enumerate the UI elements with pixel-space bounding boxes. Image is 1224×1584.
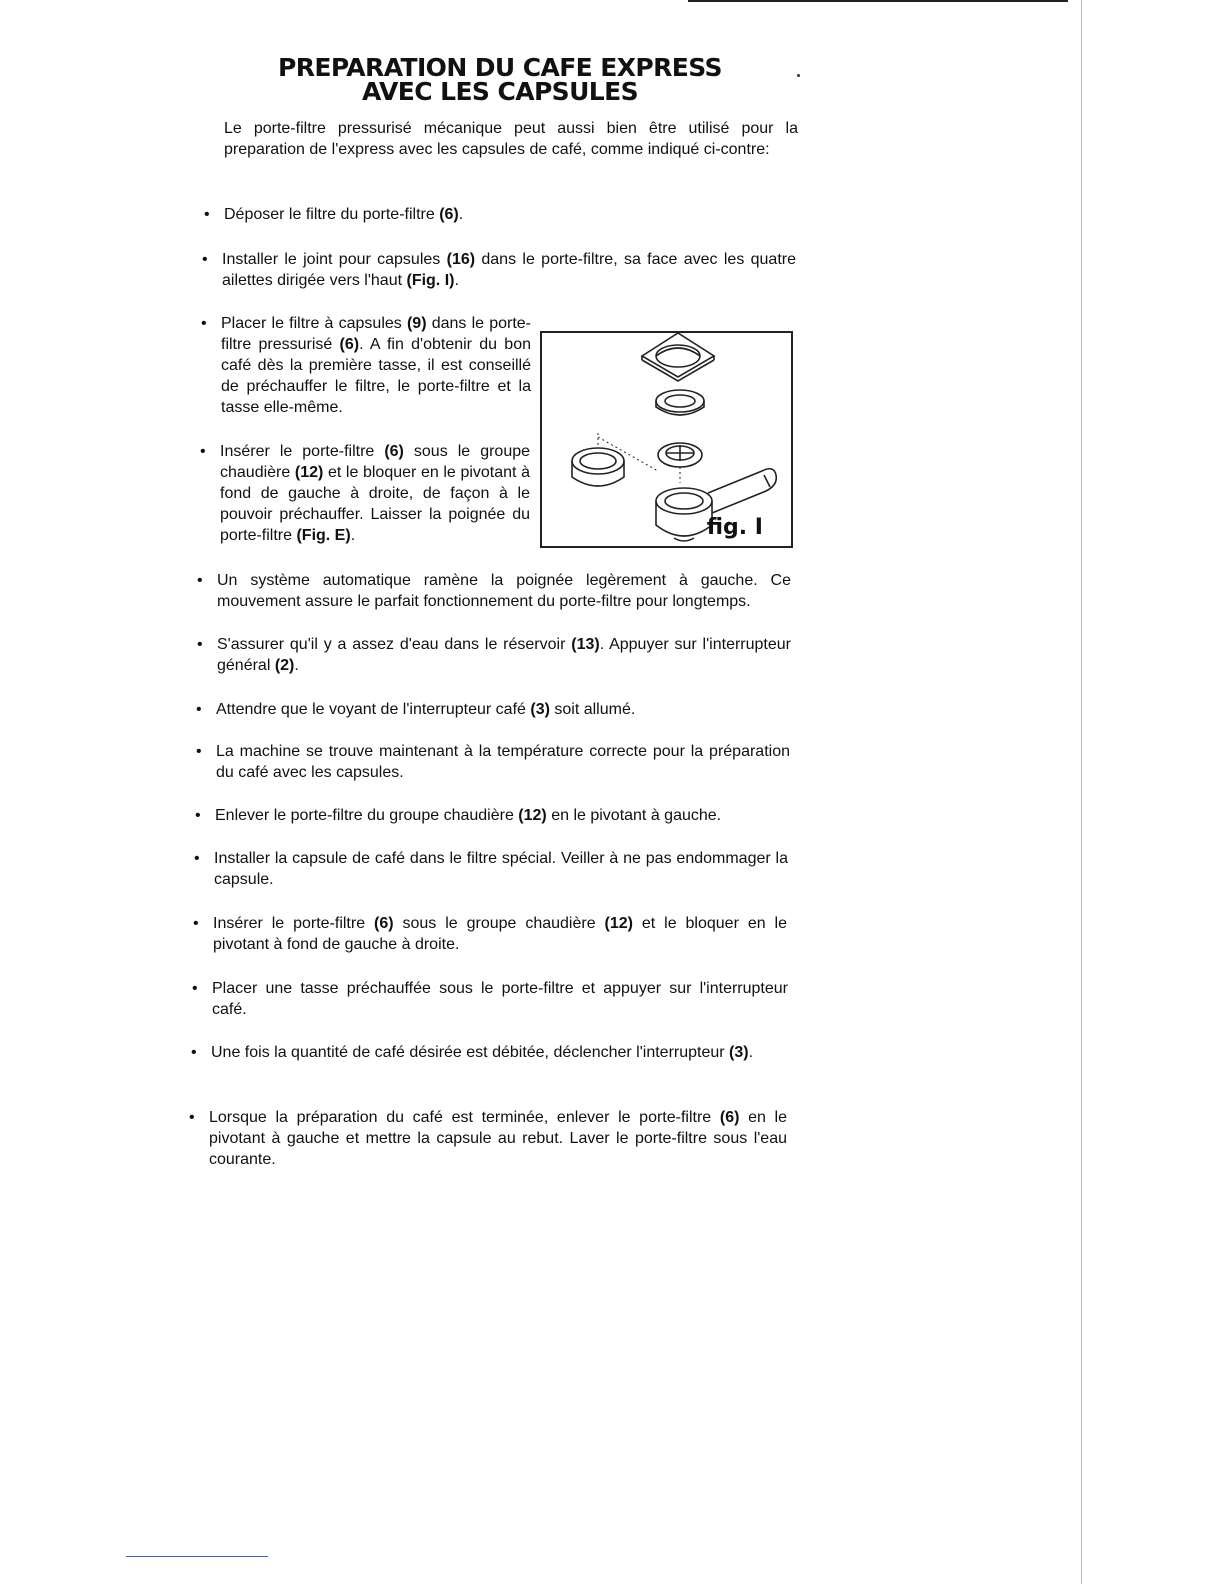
bullet: • [193, 915, 199, 932]
figure-label: fig. I [706, 515, 763, 540]
bullet: • [189, 1109, 195, 1126]
filter-basket-icon [572, 448, 624, 486]
list-item: • S'assurer qu'il y a assez d'eau dans le réservoir (13). Appuyer sur l'interrupteur général (2). [197, 636, 791, 674]
capsule-icon [642, 333, 714, 381]
intro-paragraph: Le porte-filtre pressurisé mécanique peut aussi bien être utilisé pour la preparation de l'express avec les capsules de café, comme indiqué ci-contre: [224, 120, 798, 158]
list-item: • Enlever le porte-filtre du groupe chaudière (12) en le pivotant à gauche. [195, 807, 722, 824]
page-title [250, 53, 750, 106]
bullet: • [197, 572, 203, 589]
bullet: • [196, 701, 202, 718]
header-rule [688, 0, 1068, 2]
footer-link-rule [126, 1556, 268, 1557]
list-item: • Une fois la quantité de café désirée est débitée, déclencher l'interrupteur (3). [191, 1044, 754, 1061]
list-item: • Déposer le filtre du porte-filtre (6). [204, 206, 464, 223]
bullet: • [192, 980, 198, 997]
alignment-guides [598, 433, 680, 483]
bullet: • [195, 807, 201, 824]
bullet: • [191, 1044, 197, 1061]
list-item: • Placer le filtre à capsules (9) dans le porte-filtre pressurisé (6). A fin d'obtenir du bon café dès la première tasse, il est conseillé de préchauffer le filtre, le porte-filtre et la tasse elle-même. [201, 315, 532, 416]
bullet: • [204, 206, 210, 223]
capsule-filter-icon [658, 443, 702, 467]
list-item: • Insérer le porte-filtre (6) sous le groupe chaudière (12) et le bloquer en le pivotant à fond de gauche à droite, de façon à le pouvoir préchauffer. Laisser la poignée du porte-filtre (Fig. E). [200, 443, 531, 544]
title-line-2: AVEC LES CAPSULES [362, 77, 638, 106]
list-item: • Insérer le porte-filtre (6) sous le groupe chaudière (12) et le bloquer en le pivotant à fond de gauche à droite. [193, 915, 787, 953]
bullet: • [197, 636, 203, 653]
capsule-seal-icon [656, 390, 704, 415]
bullet: • [194, 850, 200, 867]
bullet: • [202, 251, 208, 268]
figure-capsule-assembly [540, 331, 793, 548]
list-item: • Installer la capsule de café dans le filtre spécial. Veiller à ne pas endommager la capsule. [194, 850, 788, 888]
list-item: • Placer une tasse préchauffée sous le porte-filtre et appuyer sur l'interrupteur café. [192, 980, 788, 1018]
bullet: • [201, 315, 207, 332]
list-item: • Installer le joint pour capsules (16) dans le porte-filtre, sa face avec les quatre ailettes dirigée vers l'haut (Fig. I). [202, 251, 796, 289]
bullet: • [196, 743, 202, 760]
list-item: • La machine se trouve maintenant à la température correcte pour la préparation du café avec les capsules. [196, 743, 790, 781]
list-item: • Un système automatique ramène la poignée legèrement à gauche. Ce mouvement assure le parfait fonctionnement du porte-filtre pour longtemps. [197, 572, 791, 610]
page-edge-line [1081, 0, 1082, 1584]
list-item: • Lorsque la préparation du café est terminée, enlever le porte-filtre (6) en le pivotant à gauche et mettre la capsule au rebut. Laver le porte-filtre sous l'eau courante. [189, 1109, 788, 1168]
list-item: • Attendre que le voyant de l'interrupteur café (3) soit allumé. [196, 701, 636, 718]
bullet: • [200, 443, 206, 460]
title-line-1: PREPARATION DU CAFE EXPRESS [278, 53, 722, 82]
scan-speck [797, 74, 800, 77]
